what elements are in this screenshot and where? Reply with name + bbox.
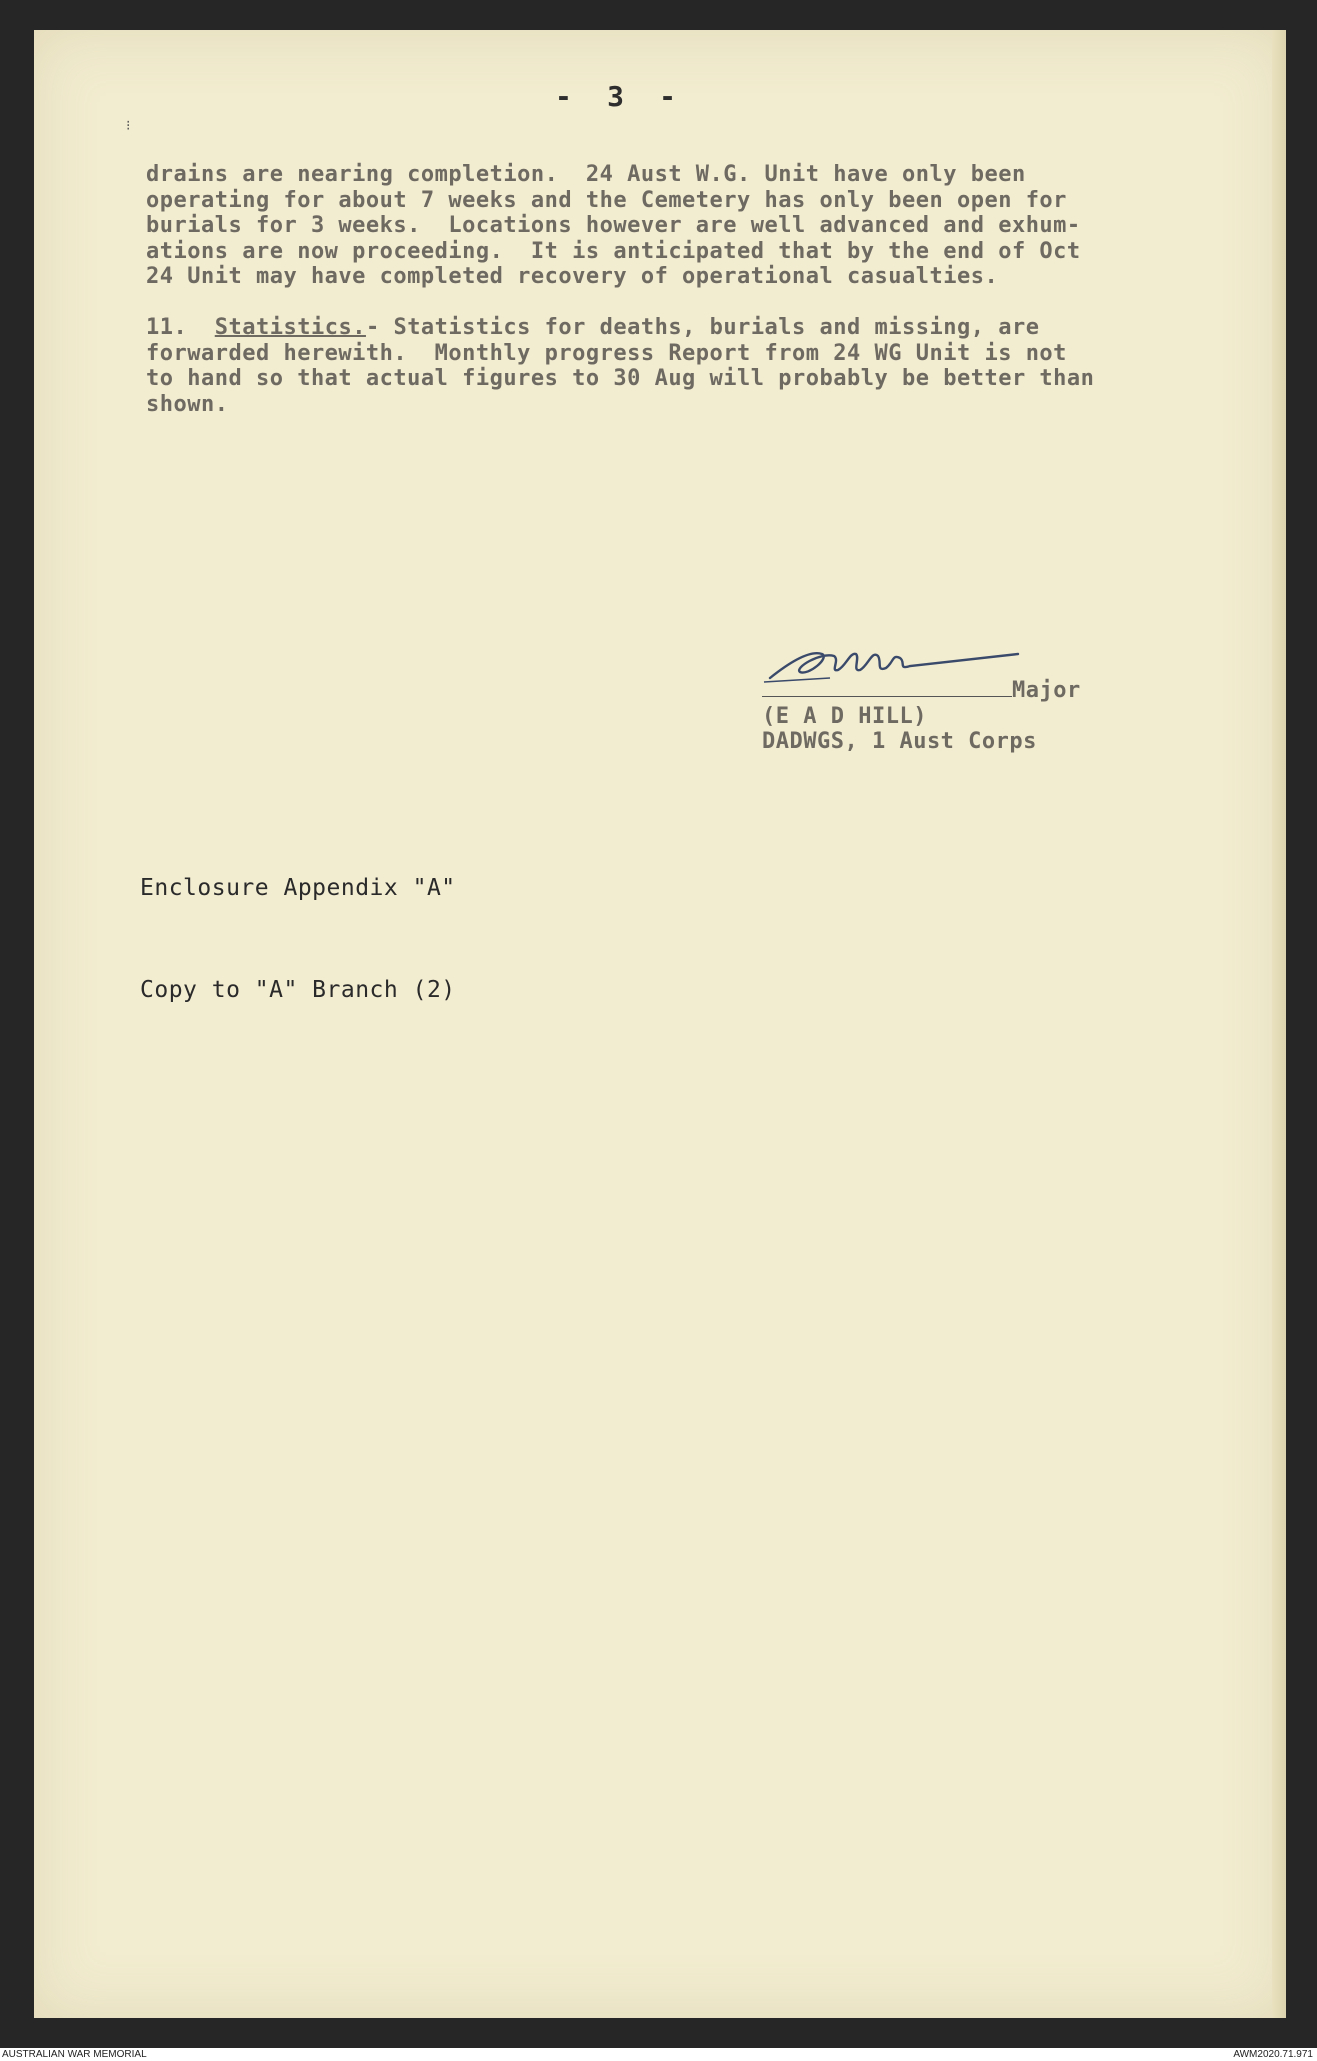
page-number: - 3 - — [555, 80, 677, 113]
body-line-4: ations are now proceeding. It is anticipated that by the end of Oct — [146, 238, 1081, 264]
enclosure-line: Enclosure Appendix "A" — [140, 875, 456, 901]
copy-to-line: Copy to "A" Branch (2) — [140, 977, 456, 1003]
signatory-rank: Major — [1012, 678, 1081, 703]
body-text — [146, 162, 1094, 417]
body-line-3: burials for 3 weeks. Locations however are well advanced and exhum- — [146, 213, 1081, 238]
body-line-5: 24 Unit may have completed recovery of operational casualties. — [146, 264, 999, 289]
footer-accession-number: AWM2020.71.971 — [1233, 2049, 1313, 2060]
paragraph-11-line-2: forwarded herewith. Monthly progress Report from 24 WG Unit is not — [146, 340, 1067, 366]
paragraph-11-line-1: - Statistics for deaths, burials and missing, are — [365, 315, 1040, 340]
pencil-mark: ⁝ — [126, 118, 131, 134]
archive-footer — [0, 2048, 1317, 2061]
signature-block — [762, 678, 1081, 755]
body-line-2: operating for about 7 weeks and the Cemetery has only been open for — [146, 187, 1067, 213]
paragraph-number: 11. — [146, 315, 188, 340]
body-line-1: drains are nearing completion. 24 Aust W.G. Unit have only been — [146, 162, 1026, 187]
page-edge — [1272, 30, 1286, 2018]
paragraph-heading: Statistics. — [214, 315, 366, 340]
signatory-name: (E A D HILL) — [762, 703, 927, 729]
footer-institution: AUSTRALIAN WAR MEMORIAL — [2, 2049, 147, 2060]
signatory-appointment: DADWGS, 1 Aust Corps — [762, 729, 1037, 754]
paragraph-11-line-4: shown. — [146, 391, 229, 417]
paragraph-11-line-3: to hand so that actual figures to 30 Aug will probably be better than — [146, 366, 1095, 391]
